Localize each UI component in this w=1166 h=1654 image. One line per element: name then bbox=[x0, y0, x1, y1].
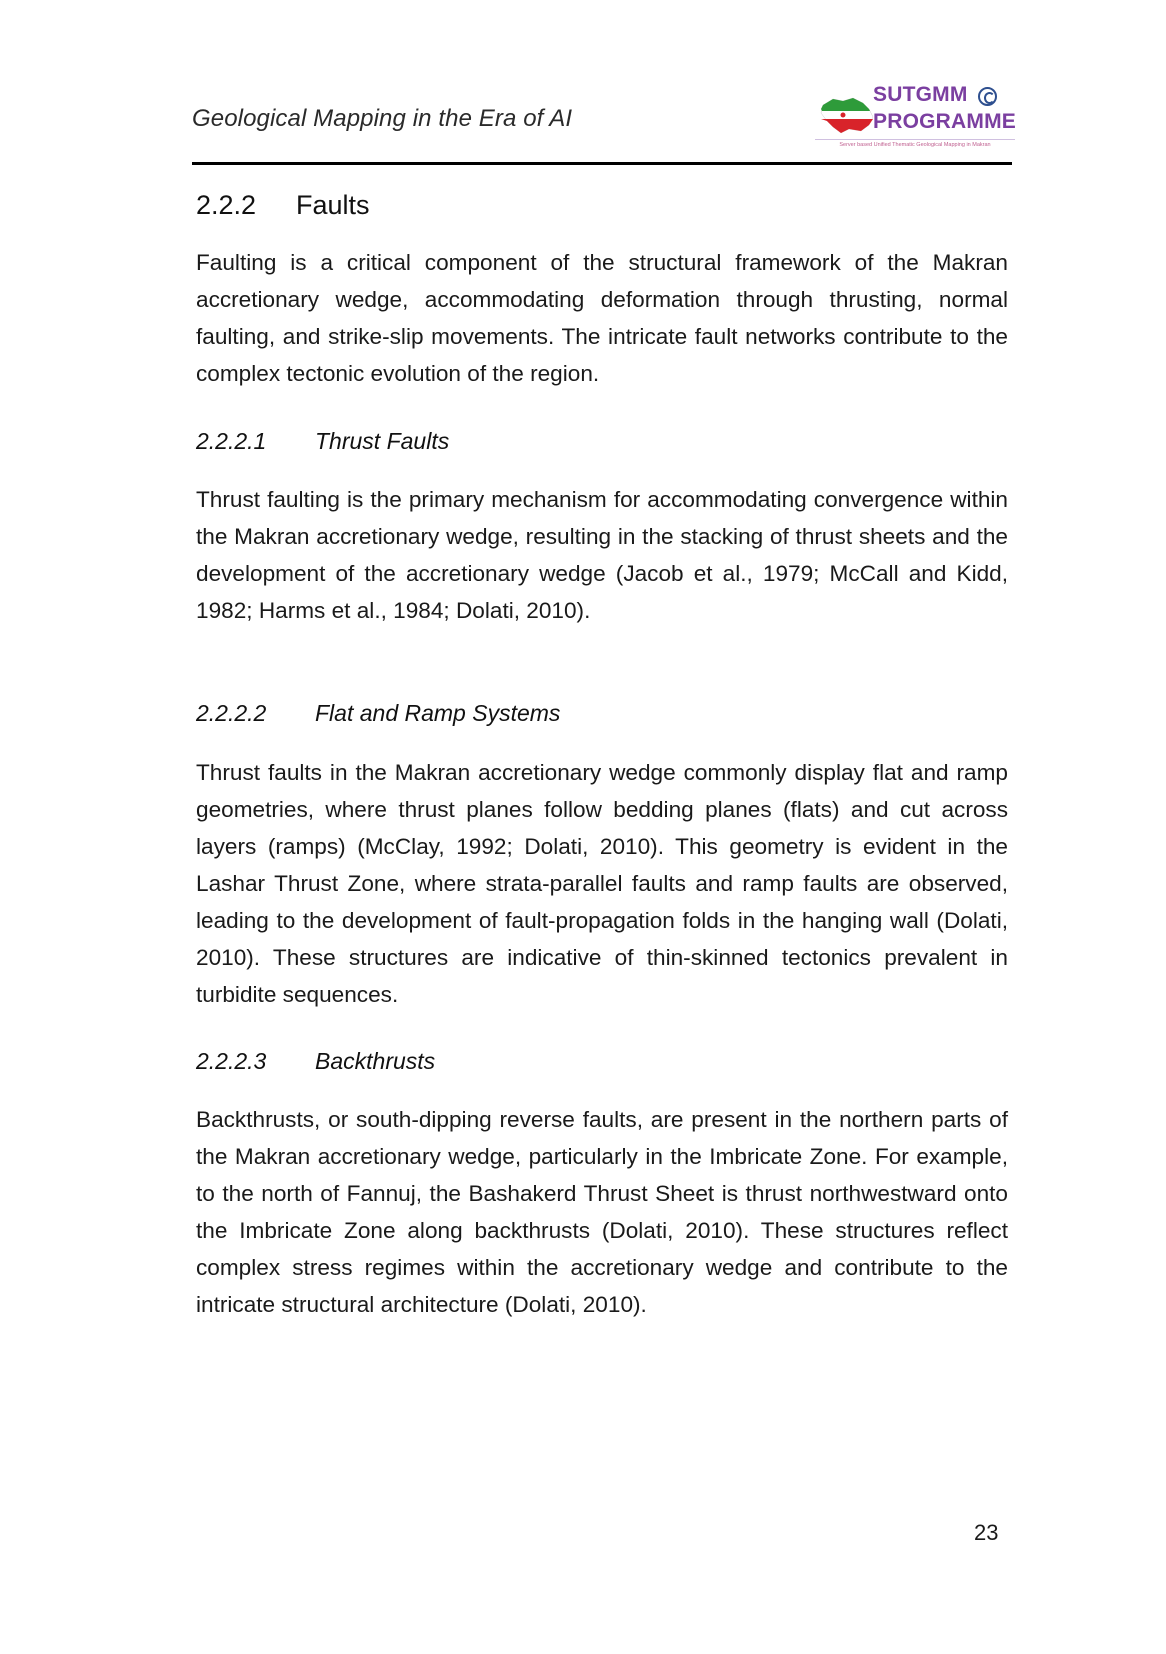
logo-text-sutgmm: SUTGMM bbox=[873, 83, 968, 106]
subsection-heading-backthrusts bbox=[196, 1048, 435, 1075]
subsection-heading-flat-ramp bbox=[196, 700, 560, 727]
subsection-title: Backthrusts bbox=[315, 1048, 436, 1074]
section-heading bbox=[196, 190, 370, 221]
circular-c-emblem-icon bbox=[978, 87, 997, 106]
subsection-number: 2.2.2.1 bbox=[196, 428, 267, 454]
subsection-title: Thrust Faults bbox=[315, 428, 450, 454]
subsection-paragraph-thrust-faults: Thrust faulting is the primary mechanism for accommodating convergence within the Makran accretionary wedge, resulting in the stacking of thrust sheets and the development of the accretionary wedge (Jacob et al., 1979; McCall and Kidd, 1982; Harms et al., 1984; Dolati, 2010). bbox=[196, 487, 1008, 623]
section-intro-paragraph: Faulting is a critical component of the structural framework of the Makran accretionary wedge, accommodating deformation through thrusting, normal faulting, and strike-slip movements. The intricate fault networks contribute to the complex tectonic evolution of the region. bbox=[196, 250, 1008, 386]
running-title: Geological Mapping in the Era of AI bbox=[192, 105, 573, 132]
section-title: Faults bbox=[296, 190, 370, 220]
section-number: 2.2.2 bbox=[196, 190, 257, 220]
iran-flag-map-icon bbox=[819, 95, 877, 135]
page-number: 23 bbox=[974, 1520, 999, 1545]
subsection-paragraph-flat-ramp: Thrust faults in the Makran accretionary wedge commonly display flat and ramp geometries, where thrust planes follow bedding planes (flats) and cut across layers (ramps) (McClay, 1992; Dolati, 2010). This geometry is evident in the Lashar Thrust Zone, where strata-parallel faults and ramp faults are observed, leading to the development of fault-propagation folds in the hanging wall (Dolati, 2010). These structures are indicative of thin-skinned tectonics prevalent in turbidite sequences. bbox=[196, 760, 1008, 1007]
subsection-title: Flat and Ramp Systems bbox=[315, 700, 561, 726]
logo-text-programme: PROGRAMME bbox=[873, 110, 1016, 133]
header-divider bbox=[192, 162, 1012, 165]
subsection-number: 2.2.2.2 bbox=[196, 700, 267, 726]
subsection-number: 2.2.2.3 bbox=[196, 1048, 267, 1074]
subsection-heading-thrust-faults bbox=[196, 428, 449, 455]
logo-divider bbox=[815, 139, 1015, 140]
subsection-paragraph-backthrusts: Backthrusts, or south-dipping reverse faults, are present in the northern parts of the Makran accretionary wedge, particularly in the Imbricate Zone. For example, to the north of Fannuj, the Bashakerd Thrust Sheet is thrust northwestward onto the Imbricate Zone along backthrusts (Dolati, 2010). These structures reflect complex stress regimes within the accretionary wedge and contribute to the intricate structural architecture (Dolati, 2010). bbox=[196, 1107, 1008, 1317]
sutgmm-logo bbox=[815, 83, 1015, 155]
logo-tagline: Server based Unified Thematic Geological Mapping in Makran bbox=[839, 142, 991, 148]
